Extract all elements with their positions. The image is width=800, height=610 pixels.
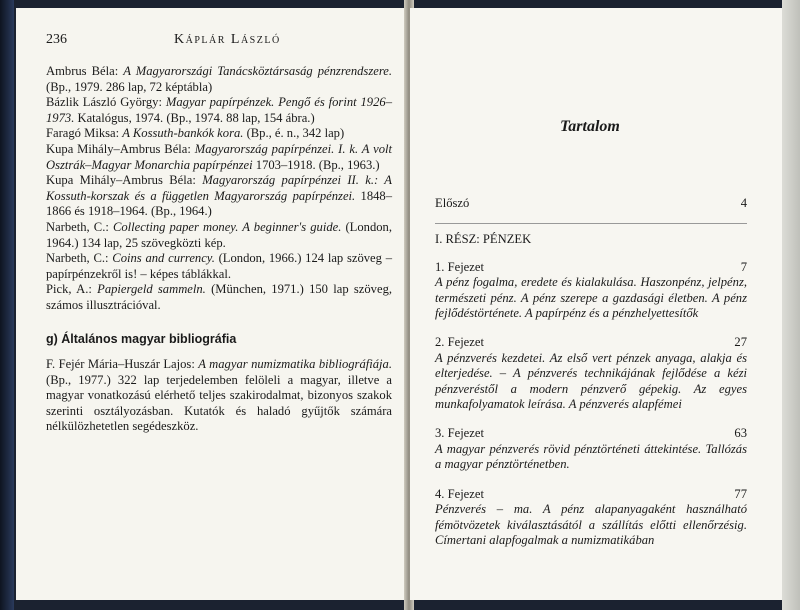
toc-page-number: 77 — [734, 486, 747, 501]
bibliography-list — [46, 64, 392, 435]
bibliography-entry: Faragó Miksa: A Kossuth-bankók kora. (Bp., é. n., 342 lap) — [46, 126, 345, 141]
toc-page-number: 7 — [740, 259, 747, 274]
chapter-description: A magyar pénzverés rövid pénztörténeti áttekintése. Tallózás a magyar pénztörténetben. — [435, 441, 747, 472]
toc-chapter — [435, 260, 747, 322]
chapter-label: 4. Fejezet — [435, 486, 484, 501]
toc-title: Tartalom — [560, 118, 620, 135]
chapter-label: 2. Fejezet — [435, 335, 484, 350]
bibliography-entry: Narbeth, C.: Collecting paper money. A beginner's guide. (London, 1964.) 134 lap, 25 szövegközti kép. — [46, 219, 393, 250]
toc-page-number: 4 — [740, 196, 747, 210]
divider — [435, 223, 747, 224]
toc-foreword: Előszó 4 — [435, 196, 747, 210]
bibliography-entry: F. Fejér Mária–Huszár Lajos: A magyar numizmatika bibliográfiája. (Bp., 1977.) 322 lap terjedelemben felöleli a magyar, illetve a magyar vonatkozású elérhető teljes szakirodalmat, bizonyos szakok szerinti osztályozásban. Kutatók és haladó gyűjtők számára nélkülözhetetlen segédeszköz. — [46, 357, 392, 434]
toc-chapter — [435, 426, 747, 472]
page-number: 236 — [46, 32, 67, 47]
toc-chapter — [435, 487, 747, 549]
book-cover-edge-right — [782, 0, 800, 610]
table-of-contents — [435, 196, 747, 562]
running-head: Káplár László — [174, 32, 281, 47]
book-cover-edge-left — [0, 0, 14, 610]
bibliography-entry: Pick, A.: Papiergeld sammeln. (München, 1971.) 150 lap szöveg, számos illusztrációval. — [46, 282, 393, 312]
bibliography-entry: Kupa Mihály–Ambrus Béla: Magyarország papírpénzei II. k.: A Kossuth-korszak és a független Magyarország papírpénzei. 1848–1866 és 1918–1964. (Bp., 1964.) — [46, 173, 393, 219]
toc-part-heading: I. RÉSZ: PÉNZEK — [435, 232, 532, 247]
bibliography-entry: Kupa Mihály–Ambrus Béla: Magyarország papírpénzei. I. k. A volt Osztrák–Magyar Monarchia papírpénzei 1703–1918. (Bp., 1963.) — [46, 141, 392, 172]
chapter-description: A pénz fogalma, eredete és kialakulása. Haszonpénz, jelpénz, természeti pénz. A pénz szerepe a gazdasági életben. A pénz fejlődéstörténete. A papírpénz és a pénzhelyettesítők — [435, 275, 747, 321]
chapter-description: A pénzverés kezdetei. Az első vert pénzek anyaga, alakja és elterjedése. – A pénzverés technikájának fejlődése a kézi pénzveréstől a modern pénzverő gépekig. Az egyes munkafolyamatok leírása. A pénzverés alapfémei — [435, 350, 747, 412]
bibliography-entry: Bázlik László György: Magyar papírpénzek. Pengő és forint 1926–1973. Katalógus, 1974. (Bp., 1974. 88 lap, 154 ábra.) — [46, 95, 392, 125]
chapter-label: 3. Fejezet — [435, 426, 484, 441]
section-heading: g) Általános magyar bibliográfia — [46, 331, 237, 346]
chapter-description: Pénzverés – ma. A pénz alapanyagaként használható fémötvözetek kiválasztásától a szállítás előtti ellenőrzésig. Címertani alapfogalmak a numizmatikában — [435, 502, 747, 547]
toc-page-number: 27 — [734, 335, 747, 350]
toc-chapter — [435, 335, 747, 412]
bibliography-entry: Ambrus Béla: A Magyarországi Tanácsköztársaság pénzrendszere. (Bp., 1979. 286 lap, 72 képtábla) — [46, 64, 392, 94]
chapter-label: 1. Fejezet — [435, 259, 484, 274]
bibliography-entry: Narbeth, C.: Coins and currency. (London, 1966.) 124 lap szöveg – papírpénzekről is! – képes táblákkal. — [46, 251, 392, 281]
toc-page-number: 63 — [734, 426, 747, 441]
